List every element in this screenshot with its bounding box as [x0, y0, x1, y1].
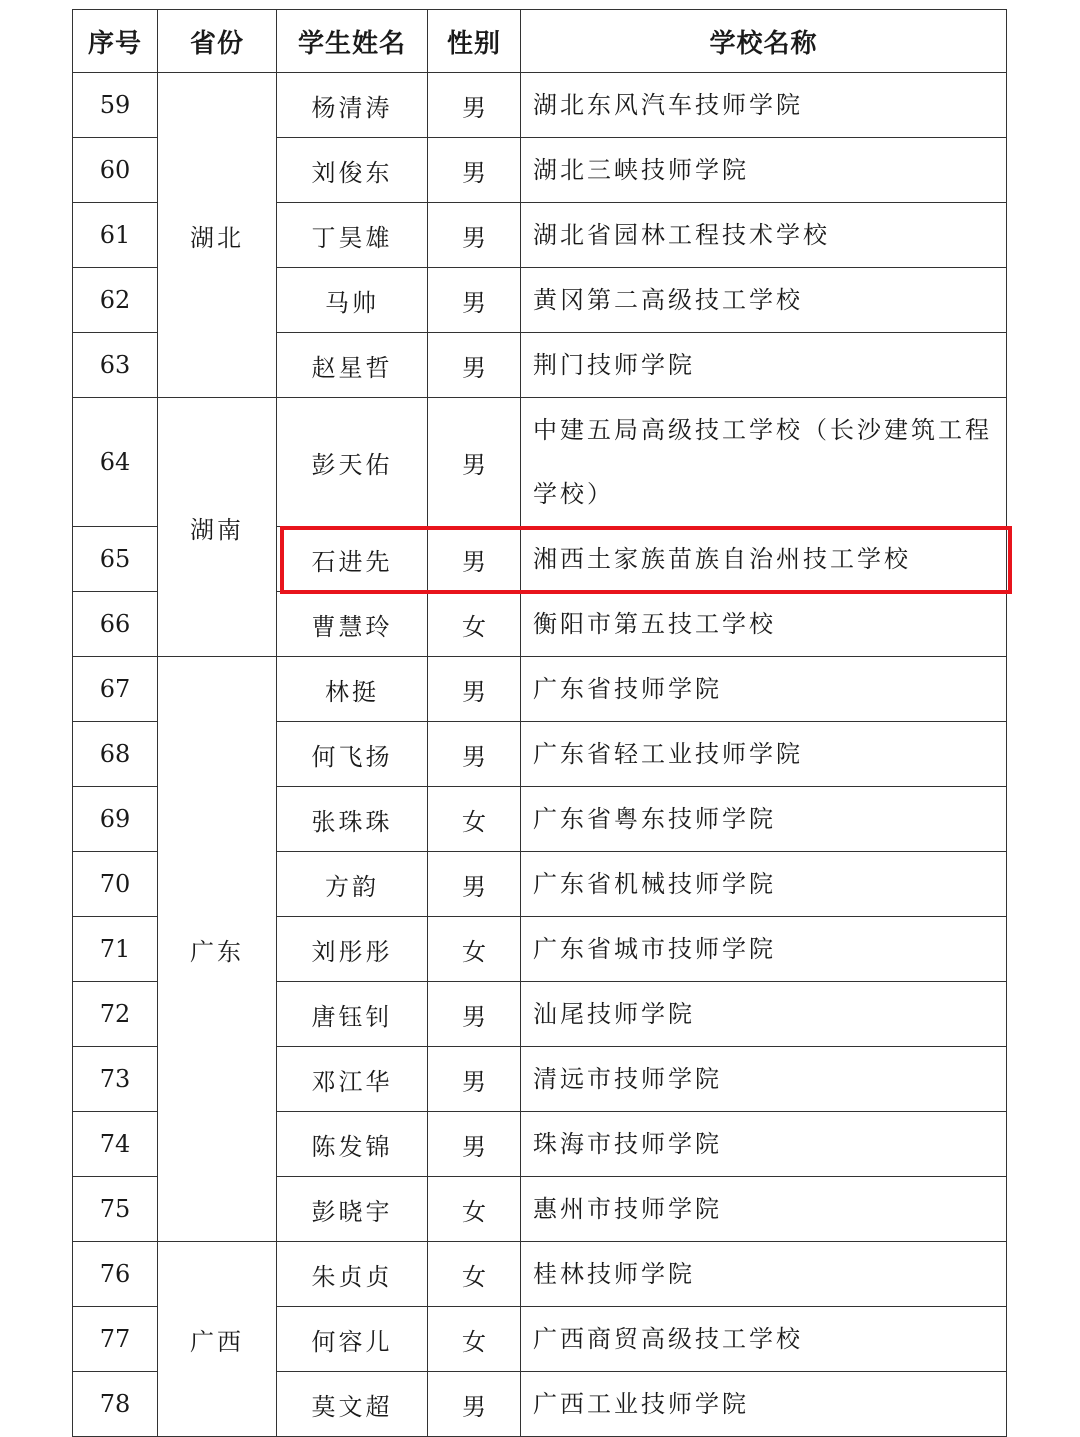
gender: 男 [428, 1372, 521, 1437]
row-no: 65 [73, 527, 158, 592]
row-no: 69 [73, 787, 158, 852]
province-cell: 广东 [158, 657, 277, 1242]
table-row [73, 398, 1007, 527]
province-cell: 湖北 [158, 73, 277, 398]
school-name: 广西工业技师学院 [521, 1372, 1007, 1437]
row-no: 71 [73, 917, 158, 982]
student-name: 曹慧玲 [277, 592, 428, 657]
student-name: 邓江华 [277, 1047, 428, 1112]
gender: 男 [428, 333, 521, 398]
gender: 男 [428, 1112, 521, 1177]
gender: 女 [428, 1177, 521, 1242]
header-gender: 性别 [428, 10, 521, 73]
row-no: 77 [73, 1307, 158, 1372]
school-name: 汕尾技师学院 [521, 982, 1007, 1047]
student-name: 马帅 [277, 268, 428, 333]
header-province: 省份 [158, 10, 277, 73]
student-name: 彭天佑 [277, 398, 428, 527]
school-name: 荆门技师学院 [521, 333, 1007, 398]
row-no: 76 [73, 1242, 158, 1307]
student-name: 石进先 [277, 527, 428, 592]
school-name: 衡阳市第五技工学校 [521, 592, 1007, 657]
student-name: 张珠珠 [277, 787, 428, 852]
student-name: 何容儿 [277, 1307, 428, 1372]
row-no: 68 [73, 722, 158, 787]
header-school-name: 学校名称 [521, 10, 1007, 73]
row-no: 64 [73, 398, 158, 527]
school-name: 广东省机械技师学院 [521, 852, 1007, 917]
school-name: 湖北东风汽车技师学院 [521, 73, 1007, 138]
gender: 男 [428, 527, 521, 592]
school-name: 广东省城市技师学院 [521, 917, 1007, 982]
row-no: 63 [73, 333, 158, 398]
gender: 女 [428, 592, 521, 657]
school-name: 桂林技师学院 [521, 1242, 1007, 1307]
student-name: 陈发锦 [277, 1112, 428, 1177]
school-name: 湖北省园林工程技术学校 [521, 203, 1007, 268]
student-name: 赵星哲 [277, 333, 428, 398]
student-name: 彭晓宇 [277, 1177, 428, 1242]
school-name: 中建五局高级技工学校（长沙建筑工程学校） [521, 398, 1007, 527]
header-no: 序号 [73, 10, 158, 73]
school-name: 广西商贸高级技工学校 [521, 1307, 1007, 1372]
table-row [73, 1242, 1007, 1307]
gender: 男 [428, 138, 521, 203]
gender: 男 [428, 657, 521, 722]
row-no: 73 [73, 1047, 158, 1112]
table-header-row [73, 10, 1007, 73]
school-name: 湘西土家族苗族自治州技工学校 [521, 527, 1007, 592]
school-name: 广东省技师学院 [521, 657, 1007, 722]
row-no: 72 [73, 982, 158, 1047]
table-row [73, 73, 1007, 138]
school-name: 清远市技师学院 [521, 1047, 1007, 1112]
student-name: 唐钰钊 [277, 982, 428, 1047]
gender: 女 [428, 1242, 521, 1307]
gender: 男 [428, 722, 521, 787]
student-name: 林挺 [277, 657, 428, 722]
gender: 女 [428, 787, 521, 852]
student-name: 杨清涛 [277, 73, 428, 138]
gender: 男 [428, 203, 521, 268]
row-no: 70 [73, 852, 158, 917]
row-no: 60 [73, 138, 158, 203]
student-name: 何飞扬 [277, 722, 428, 787]
row-no: 75 [73, 1177, 158, 1242]
student-name: 莫文超 [277, 1372, 428, 1437]
row-no: 78 [73, 1372, 158, 1437]
row-no: 59 [73, 73, 158, 138]
school-name: 广东省粤东技师学院 [521, 787, 1007, 852]
row-no: 62 [73, 268, 158, 333]
gender: 男 [428, 982, 521, 1047]
student-name: 刘彤彤 [277, 917, 428, 982]
gender: 男 [428, 73, 521, 138]
gender: 男 [428, 852, 521, 917]
row-no: 61 [73, 203, 158, 268]
province-cell: 湖南 [158, 398, 277, 657]
school-name: 湖北三峡技师学院 [521, 138, 1007, 203]
school-name: 珠海市技师学院 [521, 1112, 1007, 1177]
student-name: 朱贞贞 [277, 1242, 428, 1307]
school-name: 黄冈第二高级技工学校 [521, 268, 1007, 333]
province-cell: 广西 [158, 1242, 277, 1437]
gender: 女 [428, 1307, 521, 1372]
gender: 男 [428, 1047, 521, 1112]
row-no: 67 [73, 657, 158, 722]
student-name: 方韵 [277, 852, 428, 917]
student-name: 丁昊雄 [277, 203, 428, 268]
row-no: 66 [73, 592, 158, 657]
student-table [72, 9, 1007, 1437]
gender: 男 [428, 268, 521, 333]
gender: 女 [428, 917, 521, 982]
school-name: 广东省轻工业技师学院 [521, 722, 1007, 787]
student-name: 刘俊东 [277, 138, 428, 203]
school-name: 惠州市技师学院 [521, 1177, 1007, 1242]
table-row [73, 657, 1007, 722]
row-no: 74 [73, 1112, 158, 1177]
header-student-name: 学生姓名 [277, 10, 428, 73]
gender: 男 [428, 398, 521, 527]
